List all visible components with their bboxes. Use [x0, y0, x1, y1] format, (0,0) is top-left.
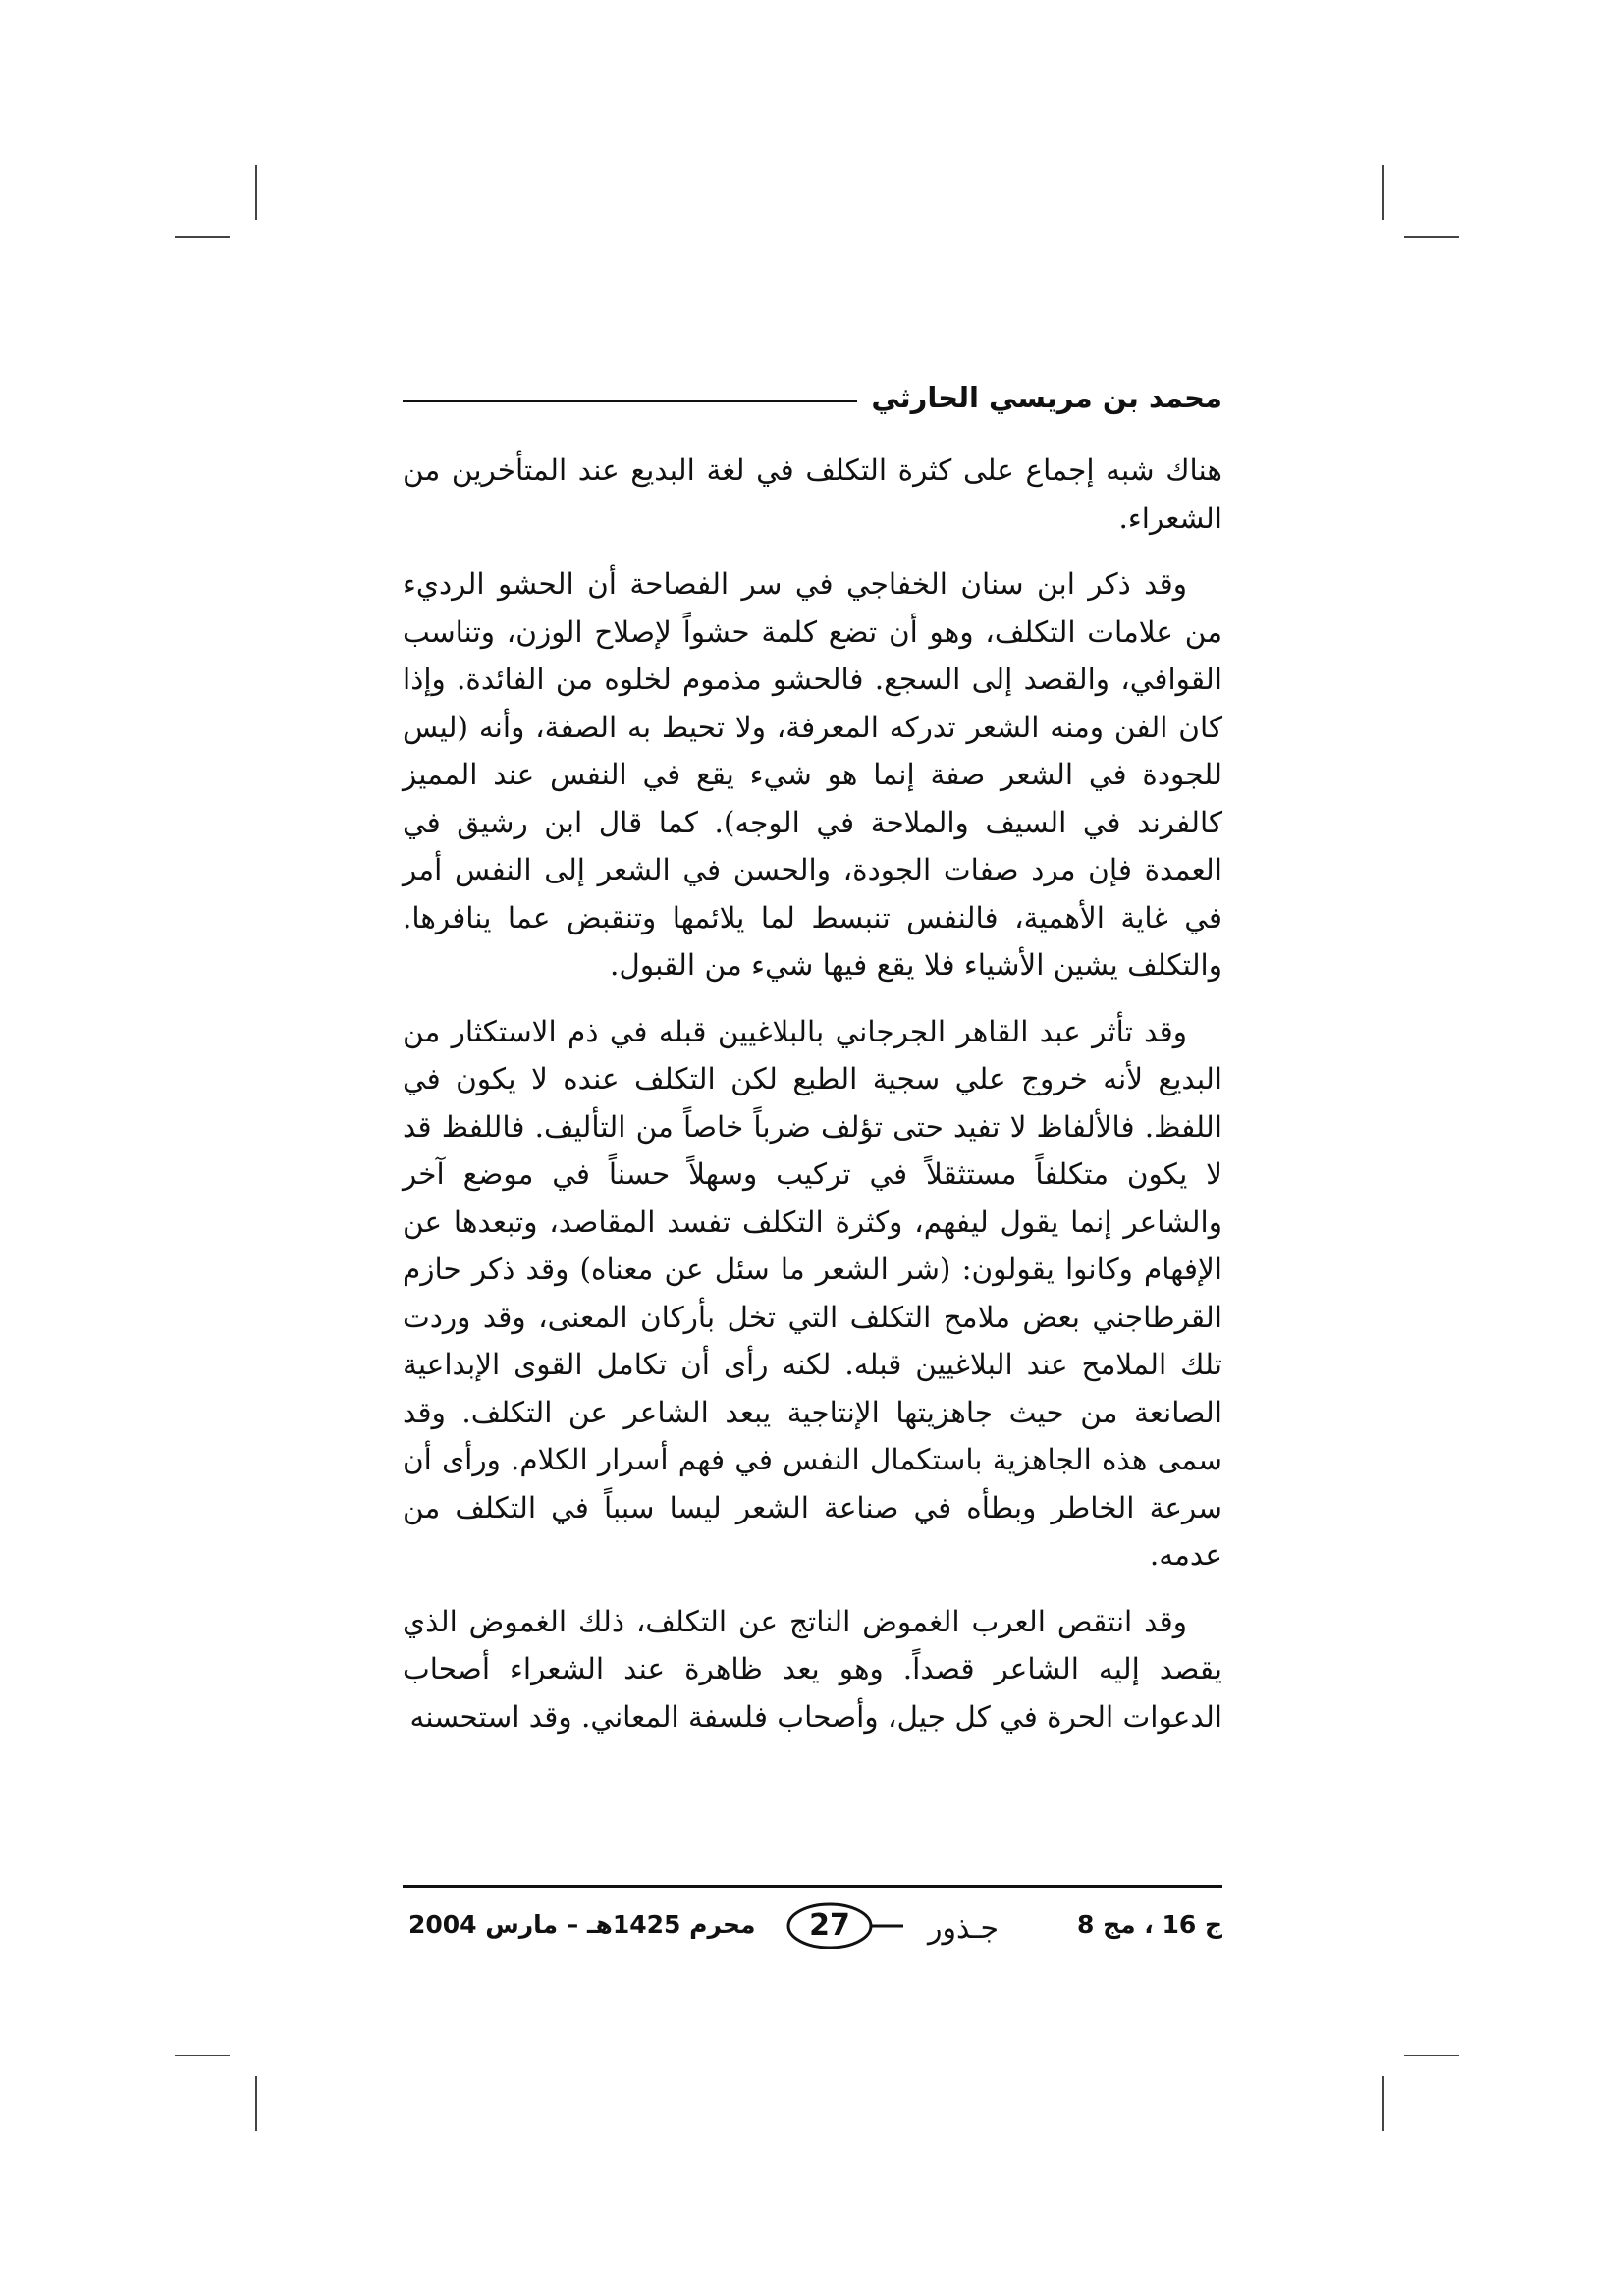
crop-mark-bottom-right — [1382, 2076, 1384, 2131]
article-body — [403, 447, 1222, 1759]
crop-mark-bottom-right-h — [1404, 2055, 1459, 2056]
page-footer — [403, 1895, 1222, 1963]
running-header — [403, 373, 1222, 422]
crop-mark-bottom-left — [255, 2076, 257, 2131]
footer-rule — [403, 1885, 1222, 1888]
header-rule — [403, 400, 857, 402]
crop-mark-top-right — [1382, 165, 1384, 220]
crop-mark-bottom-left-h — [175, 2055, 230, 2056]
page-number: 27 — [809, 1908, 850, 1943]
crop-mark-top-left-h — [175, 236, 230, 238]
paragraph: وقد انتقص العرب الغموض الناتج عن التكلف، ذلك الغموض الذي يقصد إليه الشاعر قصداً. وهو يعد ظاهرة عند الشعراء أصحاب الدعوات الحرة في كل جيل، وأصحاب فلسفة المعاني. وقد استحسنه — [403, 1604, 1222, 1734]
crop-mark-top-left — [255, 165, 257, 220]
issue-date: محرم 1425هـ – مارس 2004 — [408, 1910, 756, 1939]
journal-name: جـذور — [928, 1911, 1000, 1946]
issue-info: ج 16 ، مج 8 — [1076, 1910, 1222, 1939]
author-name: محمد بن مريسي الحارثي — [871, 381, 1222, 414]
journal-logo — [731, 1895, 1000, 1955]
paragraph: هناك شبه إجماع على كثرة التكلف في لغة البديع عند المتأخرين من الشعراء. — [403, 454, 1222, 535]
paragraph: وقد تأثر عبد القاهر الجرجاني بالبلاغيين قبله في ذم الاستكثار من البديع لأنه خروج علي سجية الطبع لكن التكلف عنده لا يكون في اللفظ. فالألفاظ لا تفيد حتى تؤلف ضرباً خاصاً من التأليف. فاللفظ قد لا يكون متكلفاً مستثقلاً في تركيب وسهلاً حسناً في موضع آخر والشاعر إنما يقول ليفهم، وكثرة التكلف تفسد المقاصد، وتبعدها عن الإفهام وكانوا يقولون: (شر الشعر ما سئل عن معناه) وقد ذكر حازم القرطاجني بعض ملامح التكلف التي تخل بأركان المعنى، وقد وردت تلك الملامح عند البلاغيين قبله. لكنه رأى أن تكامل القوى الإبداعية الصانعة من حيث جاهزيتها الإنتاجية يبعد الشاعر عن التكلف. وقد سمى هذه الجاهزية باستكمال النفس في فهم أسرار الكلام. ورأى أن سرعة الخاطر وبطأه في صناعة الشعر ليسا سبباً في التكلف من عدمه. — [403, 1014, 1222, 1572]
crop-mark-top-right-h — [1404, 236, 1459, 238]
paragraph: وقد ذكر ابن سنان الخفاجي في سر الفصاحة أن الحشو الرديء من علامات التكلف، وهو أن تضع كلمة حشواً لإصلاح الوزن، وتناسب القوافي، والقصد إلى السجع. فالحشو مذموم لخلوه من الفائدة. وإذا كان الفن ومنه الشعر تدركه المعرفة، ولا تحيط به الصفة، وأنه (ليس للجودة في الشعر صفة إنما هو شيء يقع في النفس عند المميز كالفرند في السيف والملاحة في الوجه). كما قال ابن رشيق في العمدة فإن مرد صفات الجودة، والحسن في الشعر إلى النفس أمر في غاية الأهمية، فالنفس تنبسط لما يلائمها وتنقبض عما ينافرها. والتكلف يشين الأشياء فلا يقع فيها شيء من القبول. — [403, 567, 1222, 982]
